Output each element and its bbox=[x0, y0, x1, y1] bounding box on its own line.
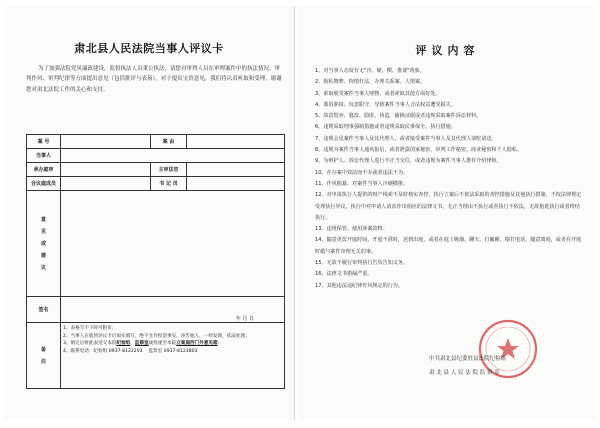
form-row-judge bbox=[27, 163, 285, 177]
signature-label: 签名 bbox=[27, 297, 61, 323]
note-3-text: 3、填完后将此表送交本院 bbox=[63, 341, 117, 347]
list-item: 10、在办案中效法而不办或者违法不为。 bbox=[315, 169, 409, 176]
form-title: 肃北县人民法院当事人评议卡 bbox=[74, 42, 224, 55]
list-item: 7、违规会见案件当事人及其代理人，或者接受案件当事人及其代理人请吃请送。 bbox=[315, 135, 497, 142]
remarks-notes bbox=[61, 323, 285, 389]
list-item: 8、违规为案件当事人通风报信，或者泄露国家秘密、审判工作秘密、商业秘密和个人隐私。 bbox=[315, 147, 522, 154]
form-row-remarks bbox=[27, 323, 285, 389]
evaluation-content-title: 评议内容 bbox=[415, 44, 480, 57]
note-4 bbox=[63, 348, 282, 356]
list-item: 11、作风粗暴，对案件当事人冷硬横推。 bbox=[315, 180, 409, 187]
evaluation-items-list bbox=[315, 66, 583, 292]
opinion-label bbox=[27, 191, 61, 297]
case-cause-label: 案 由 bbox=[151, 135, 187, 149]
signature-org-line2: 肃 北 县 人 民 法 院 监 察 室 bbox=[429, 370, 500, 376]
list-item: 12、对申请执行人提供的财产线索不及时核实查控，执行立案后不依法采取的查控措施及其他执行措施，不按法律规定受理执行异议，执行中对申请人请求作出相应的法律文书，无正当理由不执行或者执行不依法，无故拖延执行或者终结执行。 bbox=[315, 192, 582, 221]
presiding-field[interactable] bbox=[187, 163, 285, 177]
panel-field[interactable] bbox=[61, 177, 151, 191]
clerk-label: 书 记 员 bbox=[151, 177, 187, 191]
form-row-opinion bbox=[27, 191, 285, 297]
clerk-field[interactable] bbox=[187, 177, 285, 191]
intro-paragraph: 为了加强法院党风廉政建设，监督执法人员秉公执法，请您对审判人员在审理案件中的执法情况、审判作风、审判纪律等方面提出意见（包括批评与表扬），对于提出宝贵意见，我们将认真听取和受理，谢谢您对肃北法院工作的关心和支持。 bbox=[26, 66, 282, 93]
judge-field[interactable] bbox=[61, 163, 151, 177]
list-item: 17、其他违法违纪律作风规定的行为。 bbox=[315, 282, 403, 289]
form-row-case bbox=[27, 135, 285, 149]
left-page bbox=[4, 6, 295, 420]
form-row-signature bbox=[27, 297, 285, 323]
phone-supervision: 0937-8123803 bbox=[163, 348, 198, 354]
note-2: 2、当事人在收到评议卡后如实填写，绝不允许捏造事实，诬告他人，一经发现，依法处理； bbox=[63, 333, 250, 339]
party-label: 当事人 bbox=[27, 149, 61, 163]
date-line[interactable]: 年 月 日 bbox=[61, 297, 285, 323]
note-3 bbox=[63, 340, 282, 348]
list-item: 1、对当事人态度有无"冷、硬、横、推诿"现象。 bbox=[315, 68, 425, 74]
opinion-char: 意 bbox=[40, 216, 46, 223]
list-item: 16、法律文书错漏严重。 bbox=[315, 271, 373, 278]
case-cause-field[interactable] bbox=[187, 135, 285, 149]
signature-org-line1: 中共肃北县纪委驻县法院纪检组 bbox=[429, 356, 507, 362]
list-item: 14、随意更改开庭时间，开庭不准时，迟到出庭，或者在庭上吸烟、聊天、打瞌睡、擅打电话、随意离庭，或者在开庭时做与案件审理无关的事。 bbox=[315, 237, 582, 255]
note-4-label: 4、联系电话：纪检组 bbox=[63, 348, 108, 354]
remarks-char: 备 bbox=[40, 346, 46, 353]
party-field[interactable] bbox=[61, 149, 285, 163]
note-3-sep: 、 bbox=[130, 341, 135, 347]
list-item: 15、无故不履行审判执行告负告知义务。 bbox=[315, 260, 409, 267]
dept-discipline: 纪检组 bbox=[116, 341, 131, 347]
list-item: 5、故意毁弃、篡改、隐匿、伪造、偷换证据或者违规采取案件诉讼材料。 bbox=[315, 113, 482, 120]
note-3-text2: 或投递至本院 bbox=[148, 341, 177, 347]
presiding-label: 主审法官 bbox=[151, 163, 187, 177]
opinion-field[interactable] bbox=[61, 191, 285, 297]
list-item: 4、滥用职权、玩忽职守，导致案件当事人合法权益遭受损失。 bbox=[315, 101, 456, 108]
form-row-panel bbox=[27, 177, 285, 191]
opinion-char: 见 bbox=[40, 228, 46, 235]
list-item: 13、违规保管、使用涉案款物。 bbox=[315, 226, 388, 233]
note-1: 1、表格写不下时可附页； bbox=[63, 326, 117, 331]
list-item: 3、索取收受案件当事人财物，或者索取其他方面好处。 bbox=[315, 90, 441, 97]
dept-supervision: 监察室 bbox=[134, 341, 149, 347]
remarks-char: 注 bbox=[40, 358, 46, 365]
list-item: 6、违规采取刑事强制措施或者违规采取民事保全、执行措施。 bbox=[315, 124, 456, 131]
panel-label: 合议庭成员 bbox=[27, 177, 61, 191]
evaluation-form-table bbox=[26, 134, 285, 389]
right-page bbox=[299, 6, 596, 420]
note-3-end: ； bbox=[217, 341, 223, 347]
note-4-mid: 监察室 bbox=[148, 348, 163, 354]
list-item: 2、拘私舞弊、拘情枉法，办理关系案、人情案。 bbox=[315, 79, 426, 86]
case-no-label: 案 号 bbox=[27, 135, 61, 149]
opinion-char: 议 bbox=[40, 264, 46, 271]
opinion-char: 建 bbox=[40, 252, 46, 259]
list-item: 9、为辩护人、诉讼代理人进行不正当交往，或者违规为案件当事人推荐介绍律师。 bbox=[315, 158, 502, 165]
phone-discipline: 0937-8122293 bbox=[108, 348, 143, 354]
opinion-char: 或 bbox=[40, 240, 46, 247]
case-no-field[interactable] bbox=[61, 135, 151, 149]
form-row-party bbox=[27, 149, 285, 163]
judge-label: 承办庭审 bbox=[27, 163, 61, 177]
opinion-box-location: 立案庭西门外意见箱 bbox=[176, 341, 218, 347]
remarks-label bbox=[27, 323, 61, 389]
